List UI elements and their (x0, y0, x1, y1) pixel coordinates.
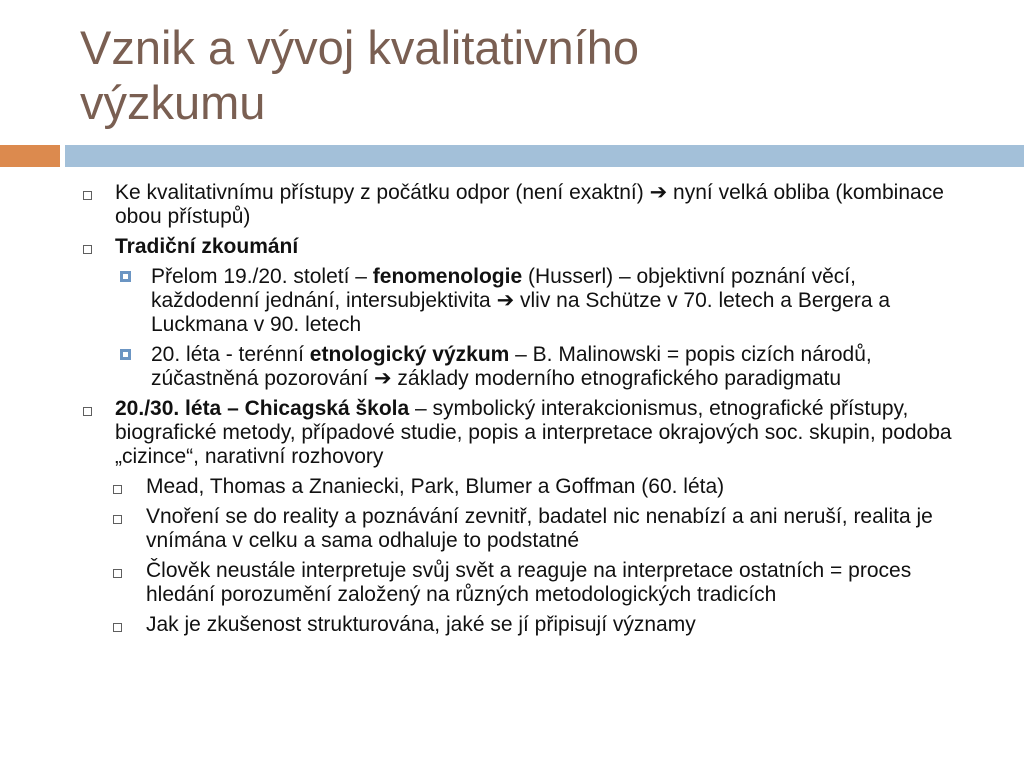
indented-bullet-item-3: Člověk neustále interpretuje svůj svět a reaguje na interpretace ostatních = proces hledání porozumění založený na různých metodologických tradicích (0, 559, 1024, 607)
bullet-list (0, 181, 1024, 643)
sub-bullet-item-1: Přelom 19./20. století – fenomenologie (Husserl) – objektivní poznání věcí, každodenní jednání, intersubjektivita ➔ vliv na Schütze v 70. letech a Bergera a Luckmana v 90. letech (0, 265, 1024, 337)
sub-bullet-item-2: 20. léta - terénní etnologický výzkum – B. Malinowski = popis cizích národů, zúčastněná pozorování ➔ základy moderního etnografického paradigmatu (0, 343, 1024, 391)
hollow-square-bullet-icon (113, 485, 122, 494)
hollow-square-bullet-icon (83, 407, 92, 416)
hollow-square-bullet-icon (83, 191, 92, 200)
bullet-item-3: 20./30. léta – Chicagská škola – symbolický interakcionismus, etnografické přístupy, biografické metody, případové studie, popis a interpretace okrajových soc. skupin, podoba „cizince“, narativní rozhovory (0, 397, 1024, 469)
accent-bar-orange (0, 145, 60, 167)
indented-bullet-item-4: Jak je zkušenost strukturována, jaké se jí připisují významy (0, 613, 1024, 637)
bullet-item-1: Ke kvalitativnímu přístupy z počátku odpor (není exaktní) ➔ nyní velká obliba (kombinace obou přístupů) (0, 181, 1024, 229)
title-line-2: výzkumu (80, 76, 266, 129)
hollow-square-bullet-icon (83, 245, 92, 254)
arrow-right-icon: ➔ (373, 367, 392, 390)
accent-bar-blue (65, 145, 1024, 167)
arrow-right-icon: ➔ (649, 181, 668, 204)
hollow-square-bullet-icon (113, 569, 122, 578)
title-line-1: Vznik a vývoj kvalitativního (80, 21, 640, 74)
indented-bullet-item-1: Mead, Thomas a Znaniecki, Park, Blumer a Goffman (60. léta) (0, 475, 1024, 499)
slide-title (80, 20, 980, 130)
arrow-right-icon: ➔ (496, 289, 515, 312)
bullet-item-2: Tradiční zkoumání (0, 235, 1024, 259)
filled-square-bullet-icon (120, 349, 131, 360)
indented-bullet-item-2: Vnoření se do reality a poznávání zevnitř, badatel nic nenabízí a ani neruší, realita je vnímána v celku a sama odhaluje to podstatné (0, 505, 1024, 553)
hollow-square-bullet-icon (113, 623, 122, 632)
filled-square-bullet-icon (120, 271, 131, 282)
hollow-square-bullet-icon (113, 515, 122, 524)
